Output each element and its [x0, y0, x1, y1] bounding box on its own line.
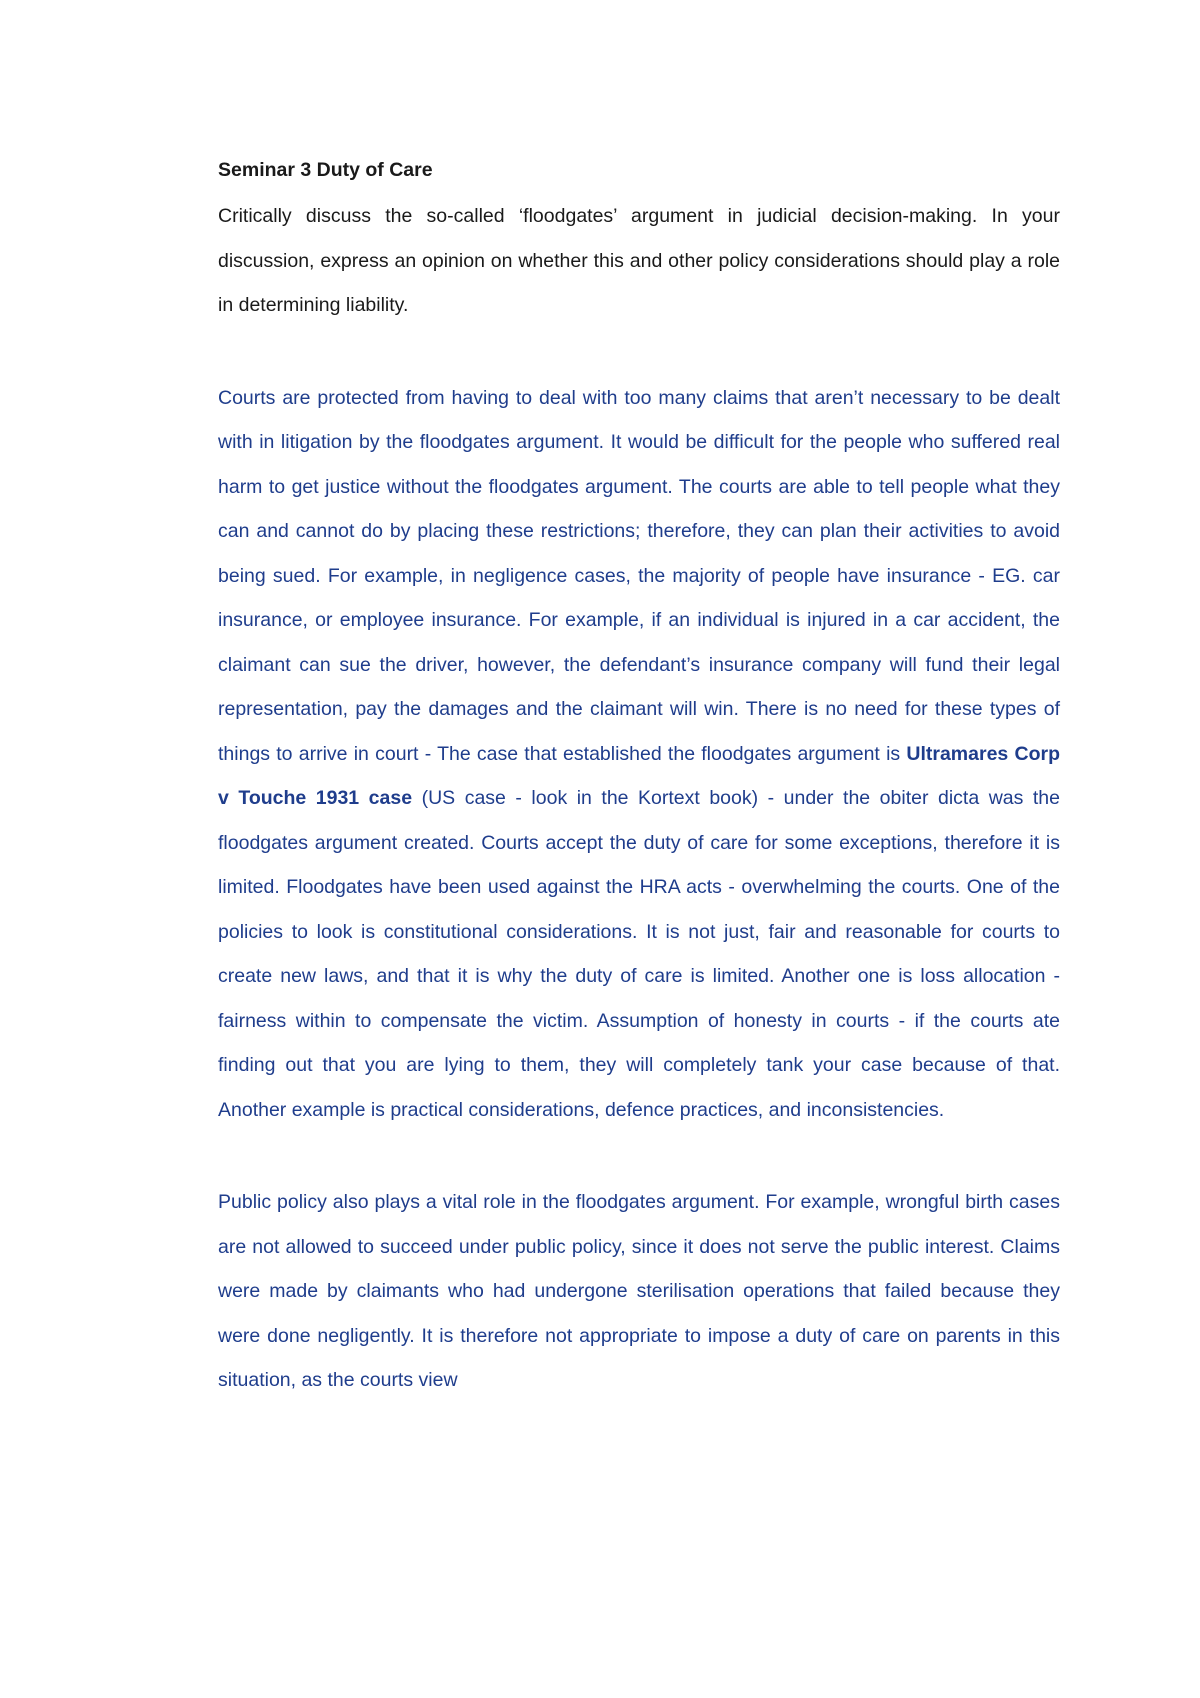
- answer-paragraph-1-intro: Courts are protected from having to deal with too many claims that aren’t necessary to be dealt with in litigation by the floodgates argument. It would be difficult for the people who suffered real harm to get justice without the floodgates argument. The courts are able to tell people what they can and cannot do by placing these restrictions; therefore, they can plan their activities to avoid being sued. For example, in negligence cases, the majority of people have insurance - EG. car insurance, or employee insurance. For example, if an individual is injured in a car accident, the claimant can sue the driver, however, the defendant’s insurance company will fund their legal representation, pay the damages and the claimant will win. There is no need for these types of things to arrive in court - The case that established the floodgates argument is: [218, 386, 1060, 765]
- document-title: Seminar 3 Duty of Care: [218, 159, 433, 181]
- answer-paragraph-1: [218, 376, 1060, 1133]
- case-citation: Ultramares Corp v Touche 1931 case: [218, 742, 1060, 809]
- answer-paragraph-2: Public policy also plays a vital role in the floodgates argument. For example, wrongful birth cases are not allowed to succeed under public policy, since it does not serve the public interest. Claims were made by claimants who had undergone sterilisation operations that failed because they were done negligently. It is therefore not appropriate to impose a duty of care on parents in this situation, as the courts view: [218, 1191, 1060, 1391]
- document-body: [218, 152, 1060, 1403]
- seminar-question: Critically discuss the so-called ‘floodgates’ argument in judicial decision-making. In your discussion, express an opinion on whether this and other policy considerations should play a role in determining liability.: [218, 205, 1060, 316]
- answer-paragraph-1-rest: (US case - look in the Kortext book) - under the obiter dicta was the floodgates argument created. Courts accept the duty of care for some exceptions, therefore it is limited. Floodgates have been used against the HRA acts - overwhelming the courts. One of the policies to look is constitutional considerations. It is not just, fair and reasonable for courts to create new laws, and that it is why the duty of care is limited. Another one is loss allocation - fairness within to compensate the victim. Assumption of honesty in courts - if the courts ate finding out that you are lying to them, they will completely tank your case because of that. Another example is practical considerations, defence practices, and inconsistencies.: [218, 787, 1060, 1121]
